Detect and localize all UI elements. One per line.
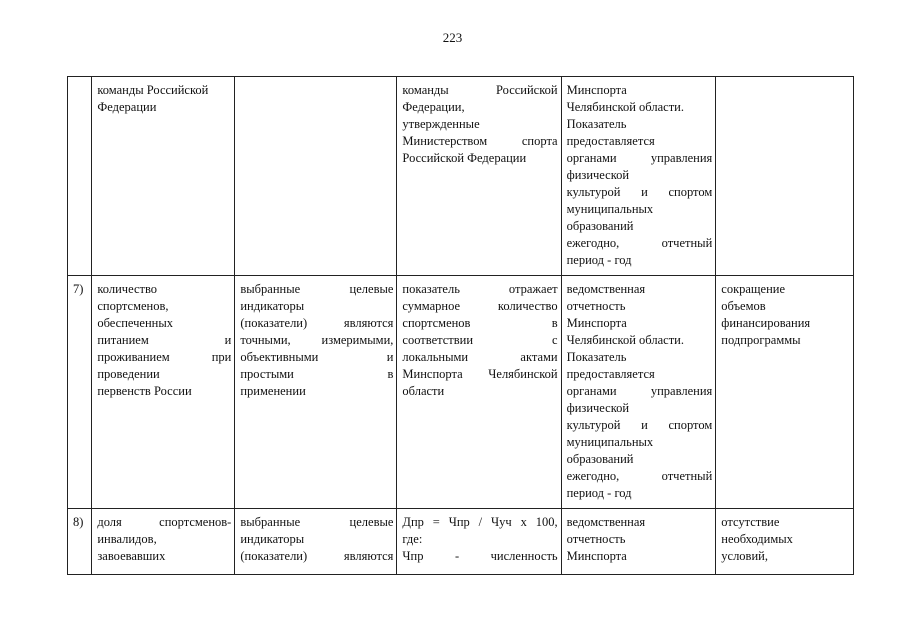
text-line: период - год [566,253,632,267]
text-line: доля спортсменов- [97,515,232,529]
text-line: простыми в [240,367,394,381]
text-line: завоевавших [97,549,166,563]
text-line: ежегодно, отчетный [566,236,713,250]
text-line: Дпр = Чпр / Чуч х 100, [402,515,558,529]
text-line: Федерации, [402,100,465,114]
text-line: ведомственная [566,515,646,529]
text-line: образований [566,452,634,466]
text-line: выбранные целевые [240,282,394,296]
cell-data-source [561,276,716,509]
text-line: (показатели) являются [240,549,394,563]
text-line: Российской Федерации [402,151,527,165]
text-line: Федерации [97,100,157,114]
text-line: питанием и [97,333,232,347]
text-line: Министерством спорта [402,134,558,148]
text-line: Челябинской области. [566,333,684,347]
text-line: предоставляется [566,367,655,381]
text-line: (показатели) являются [240,316,394,330]
cell-indicator-name [92,276,235,509]
text-line: локальными актами [402,350,558,364]
text-line: объективными и [240,350,394,364]
text-line: спортсменов в [402,316,558,330]
text-line: объемов [721,299,766,313]
text-line [240,82,393,99]
text-line: показатель отражает [402,282,558,296]
cell-risk-factors [716,77,854,276]
text-line: проживанием при [97,350,232,364]
cell-calculation-method [397,509,561,575]
text-line: 7) [73,282,84,296]
text-line: где: [402,532,423,546]
text-line: количество [97,282,158,296]
text-line: муниципальных [566,435,654,449]
text-line: подпрограммы [721,333,801,347]
text-line: культурой и спортом [566,418,713,432]
cell-calculation-method [397,276,561,509]
text-line: точными, измеримыми, [240,333,394,347]
text-line: проведении [97,367,160,381]
text-line: ведомственная [566,282,646,296]
text-line: обеспеченных [97,316,174,330]
text-line: физической [566,401,630,415]
text-line: отчетность [566,532,626,546]
text-line: физической [566,168,630,182]
text-line [73,82,88,99]
cell-risk-factors [716,276,854,509]
text-line: муниципальных [566,202,654,216]
text-line: суммарное количество [402,299,558,313]
text-line: применении [240,384,306,398]
text-line: Челябинской области. [566,100,684,114]
cell-number [68,77,92,276]
text-line: области [402,384,445,398]
cell-data-source [561,77,716,276]
text-line: необходимых [721,532,793,546]
cell-selection-rationale [235,77,397,276]
table-row [68,77,854,276]
cell-indicator-name [92,509,235,575]
text-line: команды Российской [97,83,209,97]
text-line: индикаторы [240,532,305,546]
text-line [721,82,850,99]
cell-calculation-method [397,77,561,276]
indicator-table [67,76,854,575]
text-line: культурой и спортом [566,185,713,199]
text-line: финансирования [721,316,811,330]
text-line: спортсменов, [97,299,169,313]
text-line: условий, [721,549,768,563]
table-row [68,276,854,509]
text-line: органами управления [566,151,713,165]
cell-risk-factors [716,509,854,575]
text-line: Показатель [566,117,627,131]
text-line: отчетность [566,299,626,313]
cell-number [68,509,92,575]
text-line: период - год [566,486,632,500]
text-line: утвержденные [402,117,480,131]
text-line: выбранные целевые [240,515,394,529]
text-line: Показатель [566,350,627,364]
text-line: 8) [73,515,84,529]
text-line: образований [566,219,634,233]
text-line: инвалидов, [97,532,157,546]
cell-data-source [561,509,716,575]
table-row [68,509,854,575]
text-line: первенств России [97,384,192,398]
page-number: 223 [442,30,463,45]
text-line: предоставляется [566,134,655,148]
cell-selection-rationale [235,276,397,509]
text-line: Минспорта [566,83,627,97]
text-line: сокращение [721,282,786,296]
text-line: отсутствие [721,515,780,529]
cell-selection-rationale [235,509,397,575]
text-line: Минспорта Челябинской [402,367,558,381]
text-line: органами управления [566,384,713,398]
text-line: Минспорта [566,549,627,563]
cell-indicator-name [92,77,235,276]
text-line: соответствии с [402,333,558,347]
text-line: ежегодно, отчетный [566,469,713,483]
text-line: команды Российской [402,83,558,97]
text-line: Минспорта [566,316,627,330]
text-line: Чпр - численность [402,549,558,563]
cell-number [68,276,92,509]
text-line: индикаторы [240,299,305,313]
